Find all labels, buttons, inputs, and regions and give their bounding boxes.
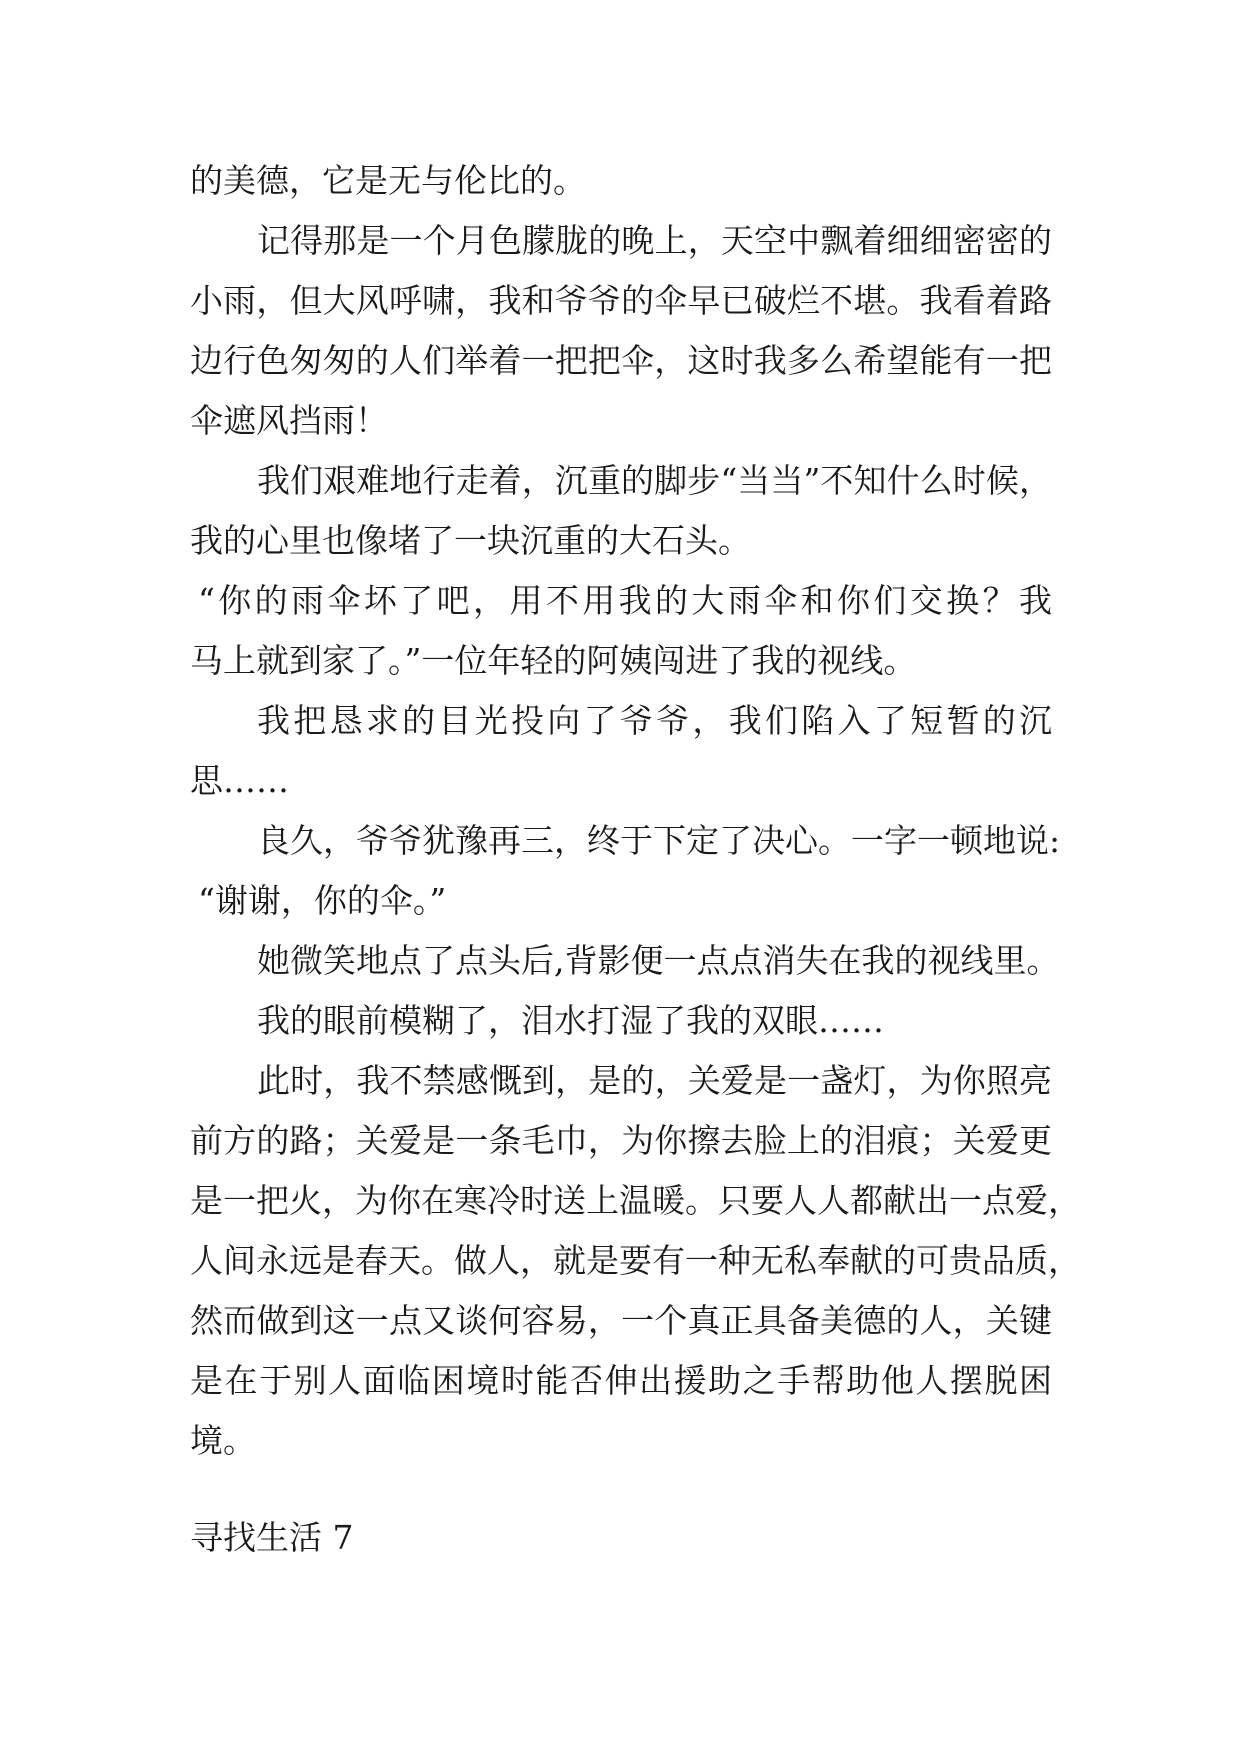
text-line: 马上就到家了。”一位年轻的阿姨闯进了我的视线。 — [190, 641, 917, 680]
text-line: “你的雨伞坏了吧，用不用我的大雨伞和你们交换？我 — [198, 581, 1052, 620]
text-line: 小雨，但大风呼啸，我和爷爷的伞早已破烂不堪。我看着路 — [190, 281, 1052, 320]
text-line: 境。 — [190, 1421, 256, 1460]
text-line: 此时，我不禁感慨到，是的，关爱是一盏灯，为你照亮 — [257, 1061, 1052, 1100]
text-line: 我把恳求的目光投向了爷爷，我们陷入了短暂的沉 — [257, 701, 1052, 740]
text-line: 伞遮风挡雨！ — [190, 401, 388, 440]
text-line: 良久，爷爷犹豫再三，终于下定了决心。一字一顿地说: — [257, 821, 1061, 860]
text-line: 我的心里也像堵了一块沉重的大石头。 — [190, 521, 751, 560]
text-line: 是一把火，为你在寒冷时送上温暖。只要人人都献出一点爱， — [190, 1181, 1081, 1220]
text-line: 的美德，它是无与伦比的。 — [190, 161, 586, 200]
text-line: 是在于别人面临困境时能否伸出援助之手帮助他人摆脱困 — [190, 1361, 1052, 1400]
text-line: 然而做到这一点又谈何容易，一个真正具备美德的人，关键 — [190, 1301, 1052, 1340]
section-heading: 寻找生活 7 — [190, 1518, 354, 1557]
text-line: 前方的路；关爱是一条毛巾，为你擦去脸上的泪痕；关爱更 — [190, 1121, 1052, 1160]
text-line: 我的眼前模糊了，泪水打湿了我的双眼…… — [257, 1001, 884, 1040]
text-line: 边行色匆匆的人们举着一把把伞，这时我多么希望能有一把 — [190, 341, 1052, 380]
text-line: 我们艰难地行走着，沉重的脚步“当当”不知什么时候， — [257, 461, 1052, 500]
text-line: 思…… — [190, 761, 289, 800]
text-line: 记得那是一个月色朦胧的晚上，天空中飘着细细密密的 — [257, 221, 1052, 260]
text-line: 她微笑地点了点头后,背影便一点点消失在我的视线里。 — [257, 941, 1060, 980]
text-line: 人间永远是春天。做人，就是要有一种无私奉献的可贵品质， — [190, 1241, 1081, 1280]
text-line: “谢谢，你的伞。” — [198, 881, 447, 920]
